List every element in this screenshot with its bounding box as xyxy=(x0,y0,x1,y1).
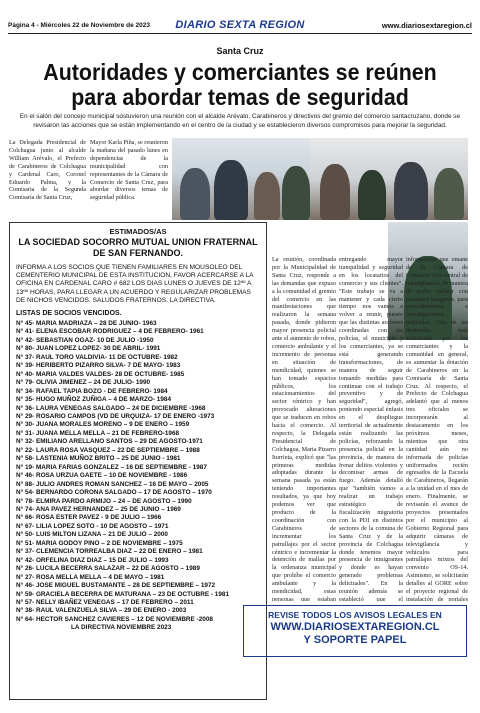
notice-label: ESTIMADOS/AS xyxy=(109,227,167,236)
list-item: N° 37- CLEMENCIA TORREALBA DIAZ – 22 DE ENERO – 1981 xyxy=(16,548,203,556)
person-figure xyxy=(320,164,350,220)
list-item: N° 32- EMILIANO ARELLANO SANTOS – 29 DE AGOSTO-1971 xyxy=(16,438,203,446)
article-headline xyxy=(26,60,454,110)
banner-line-1: REVISE TODOS LOS AVISOS LEGALES EN xyxy=(268,610,442,620)
list-item: N° 57- NELLY IBAÑEZ VENEGAS – 17 DE FEBRERO – 2011 xyxy=(16,598,194,606)
list-item: N° 41- ELENA ESCOBAR RODRIGUEZ – 4 DE FEBRERO- 1961 xyxy=(16,328,204,336)
legal-notices-banner[interactable] xyxy=(243,605,467,657)
page-date: Página 4 - Miércoles 22 de Noviembre de 2023 xyxy=(8,21,150,29)
article-column-1: La Delegada Presidencial de Colchagua junto al alcalde William Arévalo, el Prefecto de Carabineros de Colchagua y Cardenal Caro, Coronel Eduardo Palma, y la Comisaria de la Segunda Comisaría de Santa Cruz, xyxy=(9,139,86,202)
meeting-photo xyxy=(172,138,310,220)
list-item: N° 22- LAURA ROSA VASQUEZ – 22 DE SEPTIEMBRE – 1988 xyxy=(16,446,200,454)
list-item: N° 26- LUCILA BECERRA SALAZAR – 22 DE AGOSTO – 1989 xyxy=(16,565,200,573)
section-label: Santa Cruz xyxy=(216,46,264,56)
banner-line-3: Y SOPORTE PAPEL xyxy=(303,634,407,646)
list-item: N° 39- HERIBERTO PIZARRO SILVA- 7 DE MAYO- 1983 xyxy=(16,362,181,370)
list-item: N° 46- ROSA URZUA GAETE – 10 DE NOVIEMBRE - 1986 xyxy=(16,472,188,480)
list-item: N° 19- MARIA FARIAS GONZALEZ – 16 DE SEPTIEMBRE - 1987 xyxy=(16,463,207,471)
list-item: N° 54- BERNARDO CORONA SALGADO – 17 DE AGOSTO – 1970 xyxy=(16,489,212,497)
list-item: N° 79- OLIVIA JIMENEZ – 24 DE JULIO- 1990 xyxy=(16,379,151,387)
page-header xyxy=(8,18,472,32)
list-item: N° 74- ANA PAVEZ HERNANDEZ – 25 DE JUNIO – 1969 xyxy=(16,505,181,513)
notice-body: INFORMA A LOS SOCIOS QUE TIENEN FAMILIARES EN MOUSOLEO DEL CEMENTERIO MUNICIPAL DE ESTA INSTITUCION, FAVOR ACERCARSE A LA OFICINA EN CARDENAL CARO # 682 LOS DIAS LUNES O JUEVES DE 12ºº A 13ºº HORAS, PARA LLEGAR A UN ACUERDO Y REGULARIZAR PROBLEMAS DE NICHOS VENCIDOS. SALUDOS FRATERNOS. LA DIRECTIVA. xyxy=(16,264,254,304)
list-item: N° 37- RAUL TORO VALDIVIA- 11 DE OCTUBRE- 1982 xyxy=(16,353,178,361)
person-figure xyxy=(434,168,464,220)
list-item: N° 36- LAURA VENEGAS SALGADO – 24 DE DICIEMBRE -1968 xyxy=(16,404,206,412)
list-item: N° 51- MARIA GODOY PINO – 2 DE NOVIEMBRE – 1975 xyxy=(16,539,183,547)
list-item: N° 35- HUGO MUÑOZ ZUÑIGA – 4 DE MARZO- 1984 xyxy=(16,396,172,404)
list-item: N° 46- JOSE MIGUEL BUSTAMANTE – 28 DE SEPTIEMBRE – 1972 xyxy=(16,582,216,590)
legal-notice-box xyxy=(9,222,267,700)
list-item: N° 59- GRACIELA BECERRA DE MATURANA – 23 DE OCTUBRE - 1981 xyxy=(16,590,230,598)
article-column-5: información que emane de la Cámara de Comercio con central de televigilancia, de manera de poder utilizar con prontitud imágenes, para procedimientos e investigaciones policiales. Una de las demandas más solicitadas por los comerciantes y la comunidad en general, es aumentar la dotación de Carabineros en la Comisaría de Santa Cruz. Al respecto, el Prefecto de Colchagua adelantó que al menos tres oficiales se incorporarán al destacamento en los próximos meses, mientras que otra cantidad aún no informada de policías uniformados recién egresados de la Escuela de Carabineros, llegarán a la unidad en el mes de enero. Finalmente, se revisarán el avance de proyectos presentados por el municipio al Gobierno Regional para adquirir cámaras de televigilancia y vehículos para patrullajes mixtos del convenio OS-14. Asimismo, se solicitarán detalles al GORE sobre el proyecto regional de instalación de portales xyxy=(406,256,468,601)
list-item: N° 29- ROSARIO CAMPOS (VD DE URQUIZA- 17 DE ENERO -1973 xyxy=(16,413,215,420)
list-item: N° 27- ROSA MELLA MELLA – 4 DE MAYO – 1981 xyxy=(16,573,165,581)
notice-title: LA SOCIEDAD SOCORRO MUTUAL UNION FRATERNAL DE SAN FERNANDO. xyxy=(18,237,258,258)
article-deck: En el salón del concejo municipal sostuvieron una reunión con el alcalde Arévalo, Carabineros y directivos del gremio del comercio santacruzano, donde se revisaron las acciones que se están implementando en el centro de la ciudad y se establecieron diversos compromisos para mejorar la seguridad. xyxy=(19,113,461,129)
list-item: N° 66- ROSA ESTER PAVEZ - 9 DE JULIO – 1966 xyxy=(16,514,162,522)
header-divider xyxy=(8,33,472,34)
list-item: N° 38- RAUL VALENZUELA SILVA – 29 DE ENERO - 2003 xyxy=(16,607,187,615)
article-column-2: Mayor Karla Piña, se reunieron la mañana del pasado lunes en dependencias de la municipalidad con representantes de la Cámara de Comercio de Santa Cruz, para abordar diversos temas de seguridad pública. xyxy=(90,139,168,202)
headline-line-2: para abordar temas de seguridad xyxy=(71,84,409,110)
meeting-photo xyxy=(310,138,468,220)
person-figure xyxy=(358,170,386,220)
list-item: N° 88- JULIO ANDRES ROMAN SANCHEZ – 16 DE MAYO – 2005 xyxy=(16,480,209,488)
list-item: N° 31- JUANA MELLA MELLA – 21 DE FEBRERO-1968 xyxy=(16,429,180,437)
expired-members-list xyxy=(16,320,260,624)
headline-line-1: Autoridades y comerciantes se reúnen xyxy=(43,59,437,85)
list-item: N° 42- SEBASTIAN OGAZ- 10 DE JULIO -1950 xyxy=(16,336,154,344)
banner-website[interactable]: WWW.DIARIOSEXTAREGION.CL xyxy=(270,621,440,633)
person-figure xyxy=(394,162,428,220)
list-item: N° 80- JUAN LOPEZ LOPEZ- 30 DE ABRIL- 1991 xyxy=(16,345,161,353)
person-figure xyxy=(180,168,210,220)
person-figure xyxy=(254,172,280,220)
list-item: N° 50- LUIS MILTON LIZANA – 21 DE JULIO – 2000 xyxy=(16,531,168,539)
person-figure xyxy=(214,160,248,220)
list-item: N° 64- HECTOR SANCHEZ CAVIERES – 12 DE NOVIEMBRE -2008 xyxy=(16,615,213,623)
list-item: N° 30- JUANA MORALES MORENO – 9 DE ENERO – 1959 xyxy=(16,421,190,429)
list-item: N° 58- LASTENIA MUÑOZ BRITO – 25 DE JUNIO - 1981 xyxy=(16,455,181,463)
masthead-title: DIARIO SEXTA REGION xyxy=(175,19,305,31)
website-link[interactable]: www.diariosextaregion.cl xyxy=(381,20,472,30)
list-item: N° 67- LILIA LOPEZ SOTO - 10 DE AGOSTO – 1971 xyxy=(16,522,169,530)
notice-sign-off: LA DIRECTIVA NOVIEMBRE 2023 xyxy=(71,624,172,632)
list-item: N° 34- RAFAEL TAPIA BOZO - DE FEBRERO- 1984 xyxy=(16,387,168,395)
article-column-3: La reunión, coordinada por la Municipalidad de Santa Cruz, responde a las demandas que expuso a la comunidad el gremio del comercio en las manifestaciones que realizaron la semana pasada, donde pidieron mayor presencia policial ante el aumento de robos, comercio ambulante y el incremento de personas en situación de mendicidad, quienes se han tomado espacios públicos, los estacionamientos del sector céntrico y han provocado alteraciones que se traducen en robos hacia el comercio. Al respecto, la Delegada Presidencial de Colchagua, Marta Pizarro Iturrieta, explicó que "las primeras medidas adoptadas durante la semana pasada ya están teniendo importantes resultados, ya que hoy podemos ver que producto de la coordinación con Carabineros de incrementar los patrullajes por el sector céntrico e incrementar la detención de mallas por la ordenanza municipal que prohíbe el comercio ambulante y la mendicidad, estas personas que estaban xyxy=(272,256,336,601)
list-item: N° 42- ORFELINA DIAZ DIAZ – 15 DE JULIO – 1993 xyxy=(16,556,169,564)
person-figure xyxy=(282,166,310,220)
article-column-4: entregando mayor tranquilidad y seguridad en los locatarios del comercio y sus clientes". "Este trabajo se va a mantener y cada cierto tiempo nos vamos a volver a reunir, puesto que las distintas acciones coordinadas con las policías, el municipio y los comerciantes, ya se está generando transformaciones, de manera de seguir tomando medidas para continuar con el trabajo preventivo y de seguridad", agregó, poniendo especial énfasis en el despliegue territorial de actualmente están realizando las policías, reforzando la presencia policial en la provincia, de manera de frenar delitos violentos y decomisar armas de fuego. Además detalló que "también vamos a realizar un trabajo estratégico de fiscalización migratoria con la PDI en distintos sectores de la comuna de Santa Cruz y de la provincia de Colchagua donde tenemos mayor presencia de inmigrantes y donde es hayan generado problemas delictuales". En la reunión además se estableció que el xyxy=(339,256,403,601)
list-item: N° 78- ELMIRA PARDO ARMIJO – 24 – DE AGOSTO – 1990 xyxy=(16,497,192,505)
list-item: N° 40- MARIA VALDES VALDES- 28 DE OCTUBRE- 1985 xyxy=(16,370,185,378)
list-item: N° 45- MARIA MADRIAZA – 28 DE JUNIO- 1963 xyxy=(16,320,157,328)
notice-list-title: LISTAS DE SOCIOS VENCIDOS. xyxy=(16,310,122,318)
